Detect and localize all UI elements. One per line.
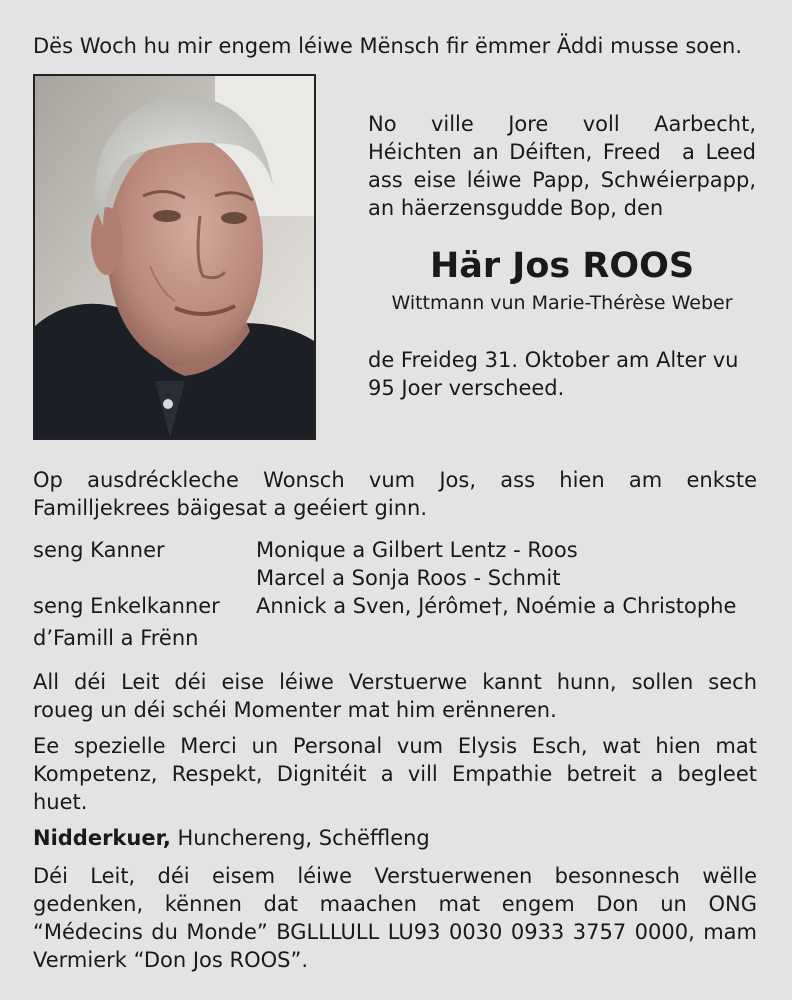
child-family: Monique a Gilbert Lentz - Roos [256, 538, 578, 562]
announcement-line: No ville Jore voll Aarbecht, [368, 112, 756, 136]
portrait-photo [33, 74, 316, 440]
donation-line: Vermierk “Don Jos ROOS”. [33, 948, 309, 972]
announcement-line: Héichten an Déiften, Freed a Leed [368, 140, 756, 164]
announcement-line: ass eise léiwe Papp, Schwéierpapp, [368, 168, 756, 192]
places-line [33, 824, 430, 852]
announcement-line: an häerzensgudde Bop, den [368, 196, 664, 220]
memories-line: roueg un déi schéi Momenter mat him erënneren. [33, 698, 557, 722]
donation-line: gedenken, kënnen dat maachen mat engem Don un ONG [33, 892, 757, 916]
intro-text: Dës Woch hu mir engem léiwe Mënsch fir ëmmer Äddi musse soen. [33, 34, 743, 58]
thanks-line: huet. [33, 790, 88, 814]
places-rest: Hunchereng, Schëffleng [170, 826, 430, 850]
wish-line: Op ausdréckleche Wonsch vum Jos, ass hien am enkste [33, 468, 757, 492]
spouse-line: Wittmann vun Marie-Thérèse Weber [391, 292, 733, 314]
child-family: Marcel a Sonja Roos - Schmit [256, 566, 561, 590]
children-label: seng Kanner [33, 538, 165, 562]
donation-line: “Médecins du Monde” BGLLLULL LU93 0030 0933 3757 0000, mam [33, 920, 757, 944]
donation-line: Déi Leit, déi eisem léiwe Verstuerwenen besonnesch wëlle [33, 864, 757, 888]
memories-line: All déi Leit déi eise léiwe Verstuerwe kannt hunn, sollen sech [33, 670, 757, 694]
death-line: de Freideg 31. Oktober am Alter vu [368, 348, 739, 372]
grandchildren-label: seng Enkelkanner [33, 594, 220, 618]
wish-line: Familljekrees bäigesat a geéiert ginn. [33, 496, 427, 520]
friends-label: d’Famill a Frënn [33, 626, 199, 650]
thanks-line: Kompetenz, Respekt, Dignitéit a vill Empathie betreit a begleet [33, 762, 757, 786]
death-line: 95 Joer verscheed. [368, 376, 565, 400]
thanks-line: Ee spezielle Merci un Personal vum Elysis Esch, wat hien mat [33, 734, 757, 758]
grandchildren-names: Annick a Sven, Jérôme†, Noémie a Christophe [256, 594, 737, 618]
place-bold: Nidderkuer, [33, 826, 171, 850]
deceased-name: Här Jos ROOS [429, 246, 695, 286]
